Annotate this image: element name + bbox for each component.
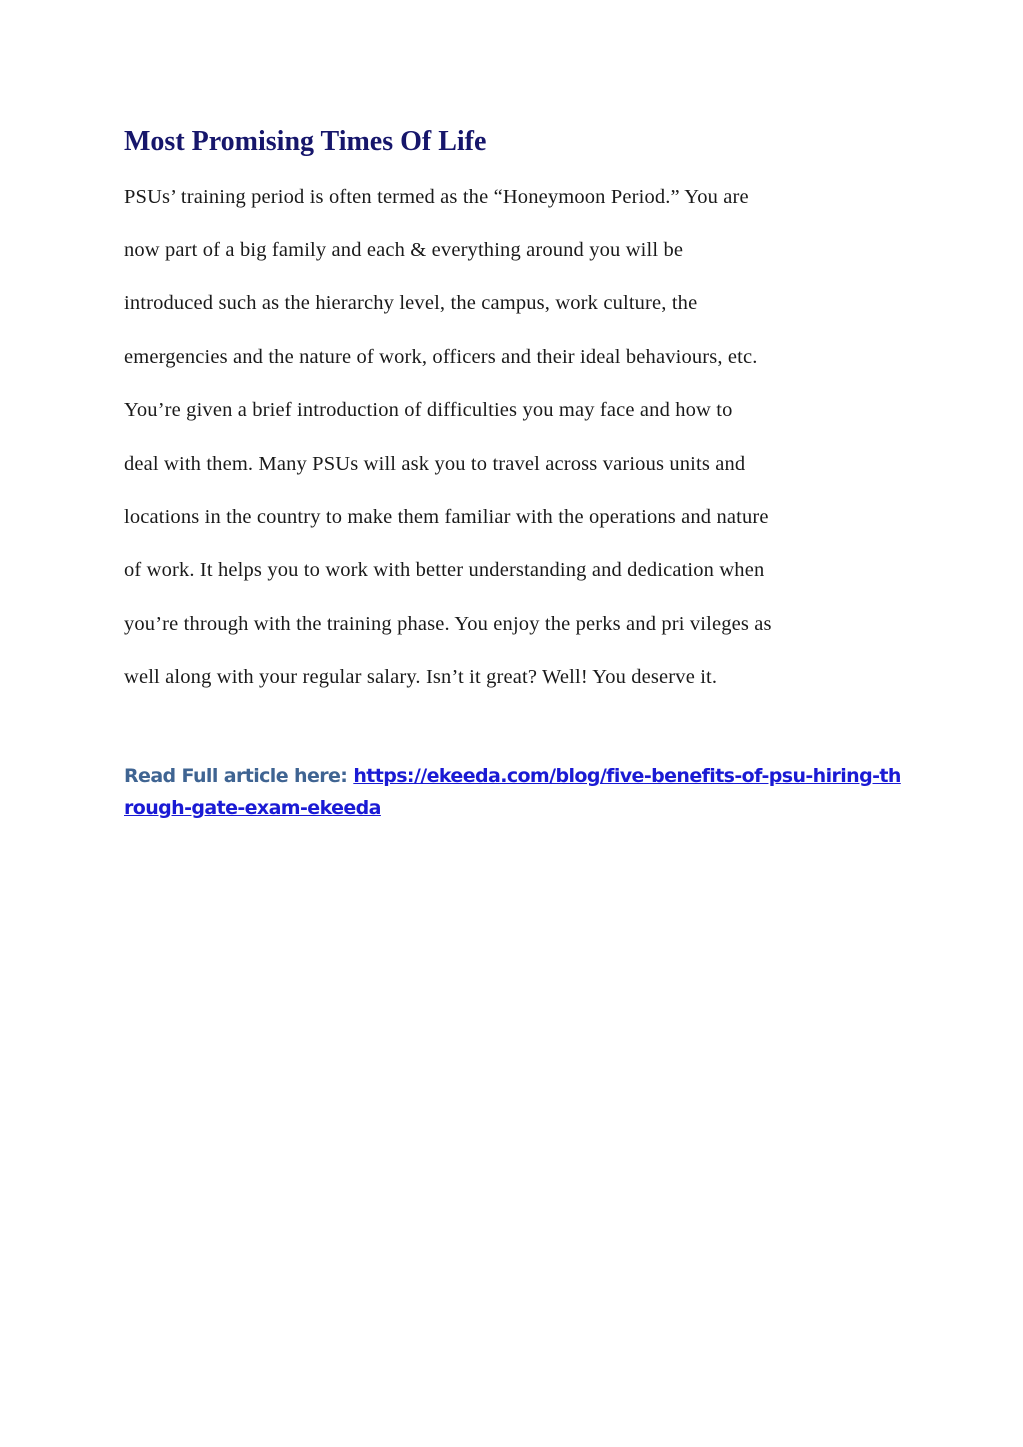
read-more-paragraph: [124, 760, 904, 824]
page-title: Most Promising Times Of Life: [124, 126, 487, 157]
paragraph-line: well along with your regular salary. Isn’t it great? Well! You deserve it.: [124, 666, 718, 688]
paragraph-line: locations in the country to make them familiar with the operations and nature: [124, 506, 769, 528]
paragraph-line: now part of a big family and each & everything around you will be: [124, 239, 684, 261]
read-more-label: Read Full article here:: [124, 765, 354, 787]
paragraph-line: of work. It helps you to work with better understanding and dedication when: [124, 559, 765, 581]
paragraph-line: you’re through with the training phase. You enjoy the perks and pri vileges as: [124, 613, 772, 635]
paragraph-line: deal with them. Many PSUs will ask you to travel across various units and: [124, 453, 746, 475]
paragraph-line: emergencies and the nature of work, officers and their ideal behaviours, etc.: [124, 346, 758, 368]
paragraph-line: PSUs’ training period is often termed as the “Honeymoon Period.” You are: [124, 186, 749, 208]
article-link[interactable]: https://ekeeda.com/blog/five-benefits-of-psu-hiring-through-gate-exam-ekeeda: [124, 765, 901, 819]
paragraph-line: You’re given a brief introduction of difficulties you may face and how to: [124, 399, 733, 421]
paragraph-line: introduced such as the hierarchy level, the campus, work culture, the: [124, 292, 698, 314]
